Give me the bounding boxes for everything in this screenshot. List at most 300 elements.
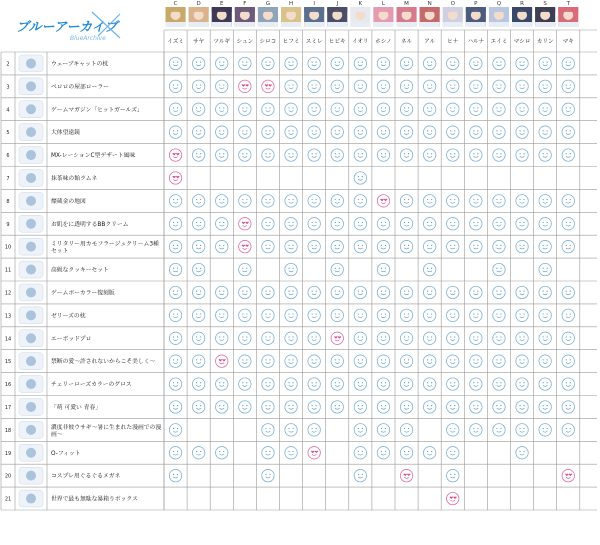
smile-icon [377,286,389,298]
smile-icon [493,401,505,413]
smile-icon [539,378,551,390]
smile-icon [285,355,297,367]
table-row [6,215,574,232]
heart-smile-icon [239,218,251,230]
smile-icon [192,103,204,115]
portrait-bar [350,22,370,27]
smile-icon [423,195,435,207]
portrait-bar [558,22,578,27]
column-header-P [466,1,486,45]
smile-icon [169,103,181,115]
smile-icon [562,149,574,161]
portrait-bar [443,22,463,27]
smile-icon [262,424,274,436]
portrait-hair [235,7,255,12]
column-header-K [350,1,370,45]
smile-icon [400,424,412,436]
smile-icon [493,103,505,115]
smile-icon [169,80,181,92]
character-name: マキ [562,39,574,45]
portrait-hair [512,7,532,12]
smile-icon [216,57,228,69]
item-label: 禁断の愛～許されないからこそ美しく～ [51,359,156,366]
smile-icon [331,218,343,230]
table-row [6,78,574,95]
smile-icon [308,80,320,92]
smile-icon [331,378,343,390]
smile-icon [262,309,274,321]
smile-icon [562,424,574,436]
table-row [6,147,574,164]
portrait-bar [166,22,186,27]
smile-icon [539,240,551,252]
smile-icon [262,469,274,481]
smile-icon [308,195,320,207]
smile-icon [562,355,574,367]
smile-icon [354,355,366,367]
manga-icon [19,421,43,438]
smile-icon [354,218,366,230]
smile-icon [516,218,528,230]
smile-icon [262,332,274,344]
smile-icon [493,263,505,275]
character-name: エイミ [490,39,508,45]
column-header-D [189,1,209,45]
column-letter: D [196,1,201,7]
row-number: 3 [6,84,10,91]
smile-icon [169,401,181,413]
smile-icon [331,103,343,115]
smile-icon [400,149,412,161]
smile-icon [239,286,251,298]
portrait-bar [512,22,532,27]
smile-icon [400,218,412,230]
smile-icon [493,424,505,436]
table-row [5,399,575,416]
smile-icon [169,309,181,321]
smile-icon [331,286,343,298]
heart-smile-icon [169,149,181,161]
row-number: 10 [4,244,12,251]
smile-icon [539,80,551,92]
cookie-icon [19,261,43,278]
smile-icon [331,126,343,138]
smile-icon [354,286,366,298]
portrait-bar [535,22,555,27]
smile-icon [470,309,482,321]
smile-icon [169,469,181,481]
column-header-C [166,1,186,45]
smile-icon [377,447,389,459]
smile-icon [377,309,389,321]
item-label: ゼリーズの枕 [51,313,86,320]
smile-icon [192,263,204,275]
smile-icon [470,80,482,92]
table-row [6,170,366,187]
row-number: 17 [4,404,12,411]
table-row [5,421,575,438]
smile-icon [470,57,482,69]
column-letter: T [566,1,570,7]
smile-icon [285,286,297,298]
smile-icon [470,286,482,298]
column-header-M [397,1,417,45]
smile-icon [377,240,389,252]
smile-icon [377,332,389,344]
smile-icon [169,263,181,275]
portrait-bar [258,22,278,27]
smile-icon [331,309,343,321]
row-number: 14 [4,336,12,343]
smile-icon [516,126,528,138]
smile-icon [169,378,181,390]
smile-icon [377,263,389,275]
column-letter: I [313,1,315,7]
smile-icon [262,286,274,298]
smile-icon [285,103,297,115]
smile-icon [262,355,274,367]
column-header-T [558,1,578,45]
portrait-hair [166,7,186,12]
smile-icon [377,218,389,230]
table-row [5,238,575,255]
character-name: ヒビキ [328,39,346,45]
column-header-F [235,1,255,45]
heart-smile-icon [400,469,412,481]
smile-icon [400,447,412,459]
smile-icon [377,355,389,367]
smile-icon [447,355,459,367]
heart-smile-icon [377,195,389,207]
item-label: ゲームマガジン「ヒットガールズ」 [51,107,143,114]
portrait-hair [258,7,278,12]
smile-icon [354,332,366,344]
character-name: ホシノ [375,39,392,45]
smile-icon [308,240,320,252]
smile-icon [192,57,204,69]
smile-icon [539,424,551,436]
smile-icon [169,218,181,230]
smile-icon [539,218,551,230]
row-number: 12 [4,290,12,297]
smile-icon [354,57,366,69]
smile-icon [308,401,320,413]
row-number: 18 [4,427,12,434]
ramune-icon [19,170,43,187]
smile-icon [562,309,574,321]
table-row [5,330,575,347]
row-number: 4 [6,107,10,114]
magazine-icon [19,101,43,118]
logo-main-text: ブルーアーカイブ [16,20,118,35]
portrait-hair [489,7,509,12]
character-name: サヤ [193,39,205,45]
smile-icon [192,355,204,367]
smile-icon [400,378,412,390]
smile-icon [516,149,528,161]
smile-icon [331,355,343,367]
portrait-bar [420,22,440,27]
smile-icon [192,240,204,252]
smile-icon [516,240,528,252]
smile-icon [169,332,181,344]
smile-icon [423,218,435,230]
smile-icon [331,263,343,275]
portrait-bar [373,22,393,27]
smile-icon [192,401,204,413]
column-header-R [512,1,532,45]
character-name: アル [424,39,436,45]
heart-smile-icon [262,80,274,92]
heart-smile-icon [331,332,343,344]
column-letter: F [243,1,247,7]
smile-icon [239,332,251,344]
smile-icon [539,57,551,69]
row-number: 13 [4,313,12,320]
smile-icon [562,57,574,69]
table-row [6,124,574,141]
column-letter: J [336,1,339,7]
smile-icon [539,309,551,321]
item-label: エーポッドプロ [51,336,92,343]
smile-icon [400,401,412,413]
row-number: 6 [6,153,10,160]
table-row [5,284,575,301]
telescope-icon [19,124,43,141]
smile-icon [285,149,297,161]
smile-icon [308,309,320,321]
character-name: ヒフミ [282,39,300,45]
smile-icon [285,240,297,252]
character-name: ヒナ [447,39,459,45]
smile-icon [192,378,204,390]
smile-icon [423,447,435,459]
column-letter: K [358,1,363,7]
smile-icon [562,80,574,92]
smile-icon [447,218,459,230]
smile-icon [354,149,366,161]
smile-icon [285,80,297,92]
smile-icon [562,240,574,252]
smile-icon [262,57,274,69]
column-header-H [281,1,301,45]
smile-icon [192,126,204,138]
row-number: 9 [6,221,10,228]
column-letter: Q [496,1,502,7]
smile-icon [216,240,228,252]
smile-icon [377,57,389,69]
smile-icon [539,286,551,298]
smile-icon [262,218,274,230]
column-letter: E [220,1,224,7]
smile-icon [308,424,320,436]
smile-icon [169,355,181,367]
smile-icon [216,401,228,413]
smile-icon [400,195,412,207]
fitness-icon [19,444,43,461]
item-label: O-フィット [51,450,81,457]
smile-icon [539,103,551,115]
smile-icon [192,286,204,298]
pillow-icon [19,307,43,324]
item-label: お肌をに透明するBBクリーム [51,221,129,228]
column-header-Q [489,1,509,45]
smile-icon [331,401,343,413]
smile-icon [308,355,320,367]
logo-sub-text: BlueArchive [70,35,106,42]
table-row [5,307,575,324]
column-letter: G [265,1,271,7]
smile-icon [308,103,320,115]
smile-icon [447,332,459,344]
portrait-hair [327,7,347,12]
smile-icon [470,126,482,138]
smile-icon [377,103,389,115]
smile-icon [331,80,343,92]
smile-icon [423,401,435,413]
smile-icon [423,149,435,161]
smile-icon [493,126,505,138]
table-row [5,261,552,278]
heart-smile-icon [216,355,228,367]
item-label: 濃度非彼ウサギ～暑に生まれた漫画での漫画～ [51,424,162,438]
portrait-bar [466,22,486,27]
smile-icon [308,332,320,344]
smile-icon [239,355,251,367]
earbuds-icon [19,330,43,347]
cable-icon [19,55,43,72]
smile-icon [239,195,251,207]
smile-icon [377,424,389,436]
portrait-hair [373,7,393,12]
portrait-bar [397,22,417,27]
smile-icon [400,355,412,367]
smile-icon [285,332,297,344]
smile-icon [169,447,181,459]
smile-icon [447,103,459,115]
smile-icon [400,332,412,344]
smile-icon [447,57,459,69]
smile-icon [354,80,366,92]
smile-icon [423,103,435,115]
column-header-J [327,1,347,45]
map-icon [19,192,43,209]
smile-icon [262,240,274,252]
heart-smile-icon [562,469,574,481]
smile-icon [262,195,274,207]
character-name: ツルギ [213,39,231,45]
row-number: 5 [6,130,10,137]
column-header-G [258,1,278,45]
smile-icon [423,57,435,69]
smile-icon [493,286,505,298]
smile-icon [493,378,505,390]
portrait-hair [189,7,209,12]
item-label: ゲームボーカラー復刻版 [51,290,115,297]
table-row [5,467,575,484]
portrait-hair [558,7,578,12]
row-number: 19 [4,450,12,457]
smile-icon [216,149,228,161]
column-header-O [443,1,463,45]
portrait-hair [350,7,370,12]
smile-icon [216,126,228,138]
character-name: イオリ [352,39,369,45]
character-name: ネル [400,39,413,45]
smile-icon [516,103,528,115]
smile-icon [216,103,228,115]
item-label: ウェーブキャットの枕 [51,61,109,68]
character-name: シロコ [259,39,277,45]
portrait-hair [281,7,301,12]
smile-icon [539,126,551,138]
gameboy-icon [19,284,43,301]
smile-icon [216,80,228,92]
smile-icon [423,80,435,92]
poster-icon [19,399,43,416]
book-icon [19,353,43,370]
smile-icon [377,80,389,92]
smile-icon [470,424,482,436]
item-label: 大体望遠鏡 [51,130,80,137]
column-letter: S [543,1,547,7]
column-letter: N [427,1,432,7]
smile-icon [354,401,366,413]
smile-icon [539,355,551,367]
smile-icon [239,126,251,138]
table-row [5,490,459,507]
smile-icon [354,172,366,184]
smile-icon [285,126,297,138]
smile-icon [400,286,412,298]
smile-icon [539,401,551,413]
row-number: 11 [4,267,12,274]
smile-icon [562,195,574,207]
smile-icon [308,378,320,390]
smile-icon [493,57,505,69]
smile-icon [493,240,505,252]
item-label: コスプレ用ぐるぐるメガネ [51,473,121,480]
character-name: マシロ [513,39,531,45]
smile-icon [308,57,320,69]
smile-icon [562,401,574,413]
portrait-hair [443,7,463,12]
smile-icon [285,424,297,436]
smile-icon [285,378,297,390]
character-name: シュン [236,39,254,45]
cream-icon [19,215,43,232]
smile-icon [308,286,320,298]
column-letter: M [404,1,409,7]
smile-icon [447,80,459,92]
table-row [6,101,574,118]
gloss-icon [19,376,43,393]
smile-icon [447,469,459,481]
smile-icon [493,355,505,367]
column-letter: R [520,1,524,7]
smile-icon [354,195,366,207]
glasses-icon [19,467,43,484]
logo [2,4,160,50]
smile-icon [400,309,412,321]
smile-icon [539,263,551,275]
heart-smile-icon [308,447,320,459]
smile-icon [285,401,297,413]
smile-icon [331,149,343,161]
smile-icon [354,378,366,390]
smile-icon [562,218,574,230]
smile-icon [377,126,389,138]
